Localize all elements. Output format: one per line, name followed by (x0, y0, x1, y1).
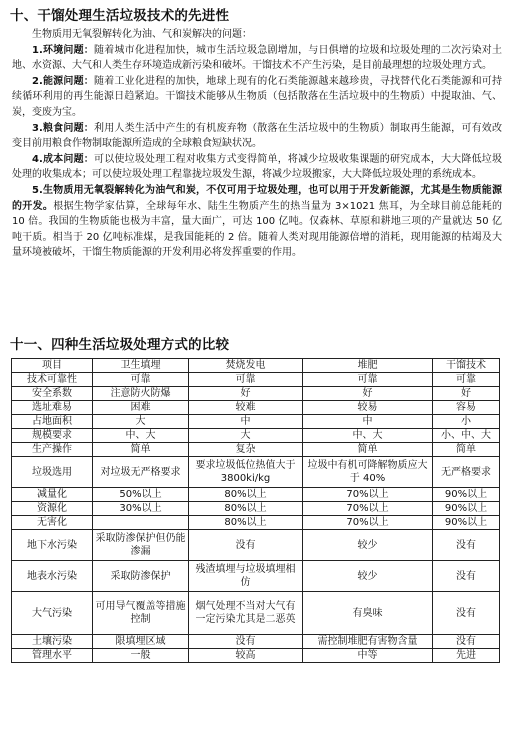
table-cell: 先进 (433, 649, 500, 663)
header-cell: 卫生填埋 (93, 359, 189, 373)
header-cell: 项目 (12, 359, 93, 373)
table-cell: 可靠 (93, 373, 189, 387)
paragraph-energy (12, 74, 502, 121)
table-cell (93, 516, 189, 530)
table-cell: 50%以上 (93, 488, 189, 502)
header-cell: 干馏技术 (433, 359, 500, 373)
table-row (12, 401, 500, 415)
table-cell: 80%以上 (189, 502, 303, 516)
table-cell: 好 (433, 387, 500, 401)
paragraph-biomass (12, 183, 502, 261)
table-cell: 80%以上 (189, 488, 303, 502)
table-cell: 好 (189, 387, 303, 401)
table-cell: 70%以上 (303, 488, 433, 502)
table-cell: 没有 (433, 635, 500, 649)
table-cell: 70%以上 (303, 516, 433, 530)
table-row (12, 415, 500, 429)
table-cell: 中 (303, 415, 433, 429)
table-row (12, 443, 500, 457)
table-cell: 90%以上 (433, 502, 500, 516)
table-cell: 无害化 (12, 516, 93, 530)
table-row (12, 429, 500, 443)
paragraph-text: 根据生物学家估算，全球每年水、陆生生物质产生的热当量为 3×1021 焦耳，为全球目前总能耗的 10 倍。我国的生物质能也极为丰富，量大面广，可达 100 亿吨。仅森林、草原和耕地三项的产量就达 50 亿吨干质。相当于 20 亿吨标准煤，是我国能耗的 2 倍。随着人类对现用能源倍增的消耗，现用能源的枯竭及大量环境被破坏，干馏生物质能源的开发利用必将发挥重要的作用。 (12, 200, 502, 259)
table-row (12, 592, 500, 635)
table-cell: 小、中、大 (433, 429, 500, 443)
table-cell: 较少 (303, 561, 433, 592)
table-cell: 较高 (189, 649, 303, 663)
table-cell: 复杂 (189, 443, 303, 457)
section-10-intro: 生物质用无氧裂解转化为油、气和炭解决的问题： (32, 29, 252, 40)
table-row (12, 561, 500, 592)
table-row (12, 373, 500, 387)
table-cell: 简单 (303, 443, 433, 457)
table-cell: 简单 (93, 443, 189, 457)
table-header-row (12, 359, 500, 373)
table-cell: 大气污染 (12, 592, 93, 635)
section-11-title: 十一、四种生活垃圾处理方式的比较 (10, 337, 230, 353)
table-cell: 90%以上 (433, 516, 500, 530)
table-cell: 注意防火防爆 (93, 387, 189, 401)
table-cell: 容易 (433, 401, 500, 415)
table-cell: 采取防渗保护但仍能渗漏 (93, 530, 189, 561)
table-row (12, 635, 500, 649)
table-cell: 简单 (433, 443, 500, 457)
paragraph-cost (12, 152, 502, 183)
table-row (12, 457, 500, 488)
table-cell: 没有 (189, 635, 303, 649)
table-cell: 可用导气覆盖等措施控制 (93, 592, 189, 635)
paragraph-head: 3.粮食问题： (32, 122, 94, 134)
table-cell: 安全系数 (12, 387, 93, 401)
table-cell: 无严格要求 (433, 457, 500, 488)
table-row (12, 530, 500, 561)
paragraph-food (12, 121, 502, 152)
table-cell: 选址难易 (12, 401, 93, 415)
paragraph-text: 随着工业化进程的加快，地球上现有的化石类能源越来越珍贵，寻找替代化石类能源和可持续循环利用的再生能源日趋紧迫。干馏技术能够从生物质（包括散落在生活垃圾中的生物质）中提取油、气、炭，变废为宝。 (12, 75, 503, 118)
table-cell: 对垃圾无严格要求 (93, 457, 189, 488)
table-cell: 好 (303, 387, 433, 401)
table-cell: 大 (93, 415, 189, 429)
comparison-table (11, 358, 500, 663)
table-cell: 小 (433, 415, 500, 429)
paragraph-head: 4.成本问题： (32, 153, 94, 165)
table-cell: 可靠 (189, 373, 303, 387)
table-row (12, 387, 500, 401)
table-cell: 有臭味 (303, 592, 433, 635)
table-row (12, 649, 500, 663)
table-cell: 资源化 (12, 502, 93, 516)
table-cell: 土壤污染 (12, 635, 93, 649)
table-cell: 可靠 (303, 373, 433, 387)
table-cell: 烟气处理不当对大气有一定污染尤其是二恶英 (189, 592, 303, 635)
paragraph-head: 5.生物质用无氧裂解转化为油气和炭，不仅可用于垃圾处理，也可以用于开发新能源，尤其是生物质能源的开发。 (12, 184, 502, 212)
header-cell: 堆肥 (303, 359, 433, 373)
table-cell: 中 (189, 415, 303, 429)
table-cell: 垃圾中有机可降解物质应大于 40% (303, 457, 433, 488)
table-cell: 采取防渗保护 (93, 561, 189, 592)
table-cell: 较难 (189, 401, 303, 415)
table-cell: 困难 (93, 401, 189, 415)
table-cell: 地下水污染 (12, 530, 93, 561)
table-cell: 中等 (303, 649, 433, 663)
table-row (12, 516, 500, 530)
table-cell: 规模要求 (12, 429, 93, 443)
paragraph-text: 利用人类生活中产生的有机废弃物（散落在生活垃圾中的生物质）制取再生能源，可有效改变目前用粮食作物制取能源所造成的全球粮食短缺状况。 (12, 122, 503, 150)
table-cell: 地表水污染 (12, 561, 93, 592)
paragraph-environment (12, 43, 502, 74)
paragraph-head: 1.环境问题： (32, 44, 94, 56)
table-cell: 中、大 (303, 429, 433, 443)
table-cell: 要求垃圾低位热值大于 3800ki/kg (189, 457, 303, 488)
paragraph-head: 2.能源问题： (32, 75, 94, 87)
section-10-title: 十、干馏处理生活垃圾技术的先进性 (10, 8, 230, 24)
table-cell: 可靠 (433, 373, 500, 387)
table-cell: 大 (189, 429, 303, 443)
table-row (12, 488, 500, 502)
table-cell: 30%以上 (93, 502, 189, 516)
table-cell: 90%以上 (433, 488, 500, 502)
table-cell: 没有 (189, 530, 303, 561)
table-cell: 垃圾选用 (12, 457, 93, 488)
section-10-body (12, 27, 502, 261)
table-cell: 没有 (433, 561, 500, 592)
table-cell: 需控制堆肥有害物含量 (303, 635, 433, 649)
table-cell: 减量化 (12, 488, 93, 502)
table-cell: 中、大 (93, 429, 189, 443)
paragraph-text: 随着城市化进程加快，城市生活垃圾急剧增加，与日俱增的垃圾和垃圾处理的二次污染对土地、水资源、大气和人类生存环境造成新污染和破坏。干馏技术不产生污染，是目前最理想的垃圾处理方式。 (12, 44, 503, 72)
header-cell: 焚烧发电 (189, 359, 303, 373)
table-cell: 技术可靠性 (12, 373, 93, 387)
table-cell: 残渣填埋与垃圾填埋相仿 (189, 561, 303, 592)
table-cell: 没有 (433, 592, 500, 635)
table-cell: 较易 (303, 401, 433, 415)
table-cell: 一般 (93, 649, 189, 663)
paragraph-text: 可以使垃圾处理工程对收集方式变得简单，将减少垃圾收集课题的研究成本，大大降低垃圾处理的收集成本；可以使垃圾处理工程靠拢垃圾发生源，将减少垃圾搬家，大大降低垃圾处理的系统成本。 (12, 153, 503, 181)
table-row (12, 502, 500, 516)
table-cell: 生产操作 (12, 443, 93, 457)
table-cell: 管理水平 (12, 649, 93, 663)
table-cell: 限填埋区域 (93, 635, 189, 649)
table-cell: 较少 (303, 530, 433, 561)
table-cell: 占地面积 (12, 415, 93, 429)
table-cell: 没有 (433, 530, 500, 561)
table-cell: 80%以上 (189, 516, 303, 530)
table-cell: 70%以上 (303, 502, 433, 516)
